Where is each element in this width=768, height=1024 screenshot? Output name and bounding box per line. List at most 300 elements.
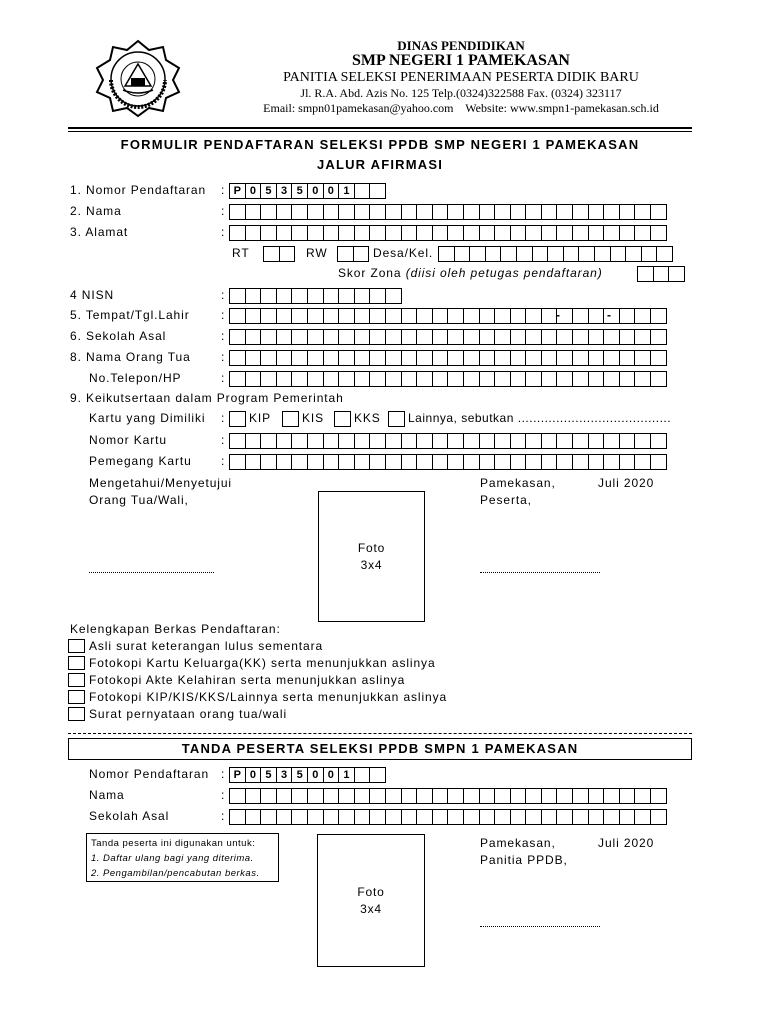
input-cell	[307, 225, 324, 241]
input-cell	[479, 788, 496, 804]
label-skor-zona	[338, 266, 603, 280]
colon: :	[221, 788, 226, 802]
reg-digit: 5	[291, 767, 308, 783]
input-cell	[385, 225, 402, 241]
input-cell	[634, 308, 651, 324]
sekolah-boxes[interactable]	[229, 329, 667, 345]
input-cell	[516, 246, 533, 262]
input-cell	[634, 225, 651, 241]
input-cell	[454, 246, 471, 262]
berkas-checkbox[interactable]	[68, 707, 85, 721]
berkas-checkbox[interactable]	[68, 673, 85, 687]
label-nama: 2. Nama	[70, 204, 122, 218]
input-cell	[572, 350, 589, 366]
ticket-sign-line2: Panitia PPDB,	[480, 853, 568, 867]
input-cell	[556, 454, 573, 470]
kks-checkbox[interactable]	[334, 411, 351, 427]
input-cell	[369, 288, 386, 304]
input-cell	[276, 809, 293, 825]
input-cell	[245, 308, 262, 324]
berkas-checkbox[interactable]	[68, 639, 85, 653]
input-cell	[260, 809, 277, 825]
input-cell	[245, 329, 262, 345]
input-cell	[634, 788, 651, 804]
input-cell	[354, 454, 371, 470]
input-cell	[260, 308, 277, 324]
input-cell	[245, 350, 262, 366]
input-cell	[556, 433, 573, 449]
input-cell	[525, 225, 542, 241]
pemegang-boxes[interactable]	[229, 454, 667, 470]
input-cell	[401, 329, 418, 345]
input-cell	[619, 788, 636, 804]
input-cell	[291, 308, 308, 324]
input-cell	[432, 329, 449, 345]
input-cell	[323, 204, 340, 220]
input-cell	[369, 433, 386, 449]
input-cell	[260, 371, 277, 387]
input-cell	[479, 225, 496, 241]
input-cell	[650, 371, 667, 387]
input-cell	[619, 809, 636, 825]
label-program: 9. Keikutsertaan dalam Program Pemerintah	[70, 391, 344, 405]
input-cell	[494, 809, 511, 825]
input-cell	[510, 371, 527, 387]
input-cell	[338, 308, 355, 324]
input-cell	[307, 788, 324, 804]
input-cell	[323, 288, 340, 304]
input-cell	[650, 225, 667, 241]
reg-digit: 0	[323, 183, 340, 199]
input-cell	[463, 433, 480, 449]
input-cell	[307, 371, 324, 387]
skor-zona-boxes[interactable]	[637, 266, 685, 282]
ticket-note-item: 1. Daftar ulang bagi yang diterima.	[91, 853, 254, 864]
input-cell	[385, 308, 402, 324]
input-cell	[337, 246, 354, 262]
input-cell	[369, 371, 386, 387]
colon: :	[221, 225, 226, 239]
input-cell	[229, 350, 246, 366]
berkas-item: Surat pernyataan orang tua/wali	[89, 707, 288, 721]
label-ortu: 8. Nama Orang Tua	[70, 350, 191, 364]
reg-digit: 0	[245, 767, 262, 783]
input-cell	[479, 809, 496, 825]
input-cell	[668, 266, 685, 282]
nisn-boxes[interactable]	[229, 288, 402, 304]
input-cell	[541, 329, 558, 345]
input-cell	[385, 809, 402, 825]
reg-digit: 0	[323, 767, 340, 783]
input-cell	[401, 433, 418, 449]
ticket-title: TANDA PESERTA SELEKSI PPDB SMPN 1 PAMEKASAN	[181, 741, 579, 756]
input-cell	[260, 454, 277, 470]
input-cell	[463, 350, 480, 366]
input-cell	[603, 454, 620, 470]
ticket-label-nama: Nama	[89, 788, 125, 802]
form-subtitle: JALUR AFIRMASI	[316, 157, 444, 172]
input-cell	[650, 433, 667, 449]
input-cell	[634, 350, 651, 366]
reg-digit: 5	[291, 183, 308, 199]
reg-digit: P	[229, 183, 246, 199]
input-cell	[525, 350, 542, 366]
input-cell	[416, 433, 433, 449]
input-cell	[354, 371, 371, 387]
input-cell	[385, 454, 402, 470]
alamat-boxes[interactable]	[229, 225, 667, 241]
input-cell	[260, 204, 277, 220]
input-cell	[385, 788, 402, 804]
input-cell	[588, 433, 605, 449]
reg-digit	[369, 767, 386, 783]
input-cell	[572, 225, 589, 241]
label-rt: RT	[232, 246, 250, 260]
input-cell	[541, 350, 558, 366]
ttl-boxes[interactable]	[229, 308, 667, 324]
input-cell	[260, 225, 277, 241]
input-cell	[416, 350, 433, 366]
input-cell	[447, 204, 464, 220]
input-cell	[525, 204, 542, 220]
berkas-checkbox[interactable]	[68, 656, 85, 670]
ticket-photo-box	[317, 834, 425, 967]
input-cell	[541, 204, 558, 220]
label-nomor-kartu: Nomor Kartu	[89, 433, 167, 447]
input-cell	[291, 433, 308, 449]
input-cell	[603, 788, 620, 804]
input-cell	[416, 809, 433, 825]
label-desa: Desa/Kel.	[373, 246, 434, 260]
input-cell	[291, 329, 308, 345]
input-cell	[291, 288, 308, 304]
input-cell	[229, 371, 246, 387]
input-cell	[385, 350, 402, 366]
input-cell	[578, 246, 595, 262]
input-cell	[385, 204, 402, 220]
input-cell	[353, 246, 370, 262]
input-cell	[634, 809, 651, 825]
input-cell	[463, 454, 480, 470]
signature-line-committee	[480, 926, 600, 927]
label-rw: RW	[306, 246, 328, 260]
input-cell	[447, 454, 464, 470]
input-cell	[338, 225, 355, 241]
input-cell	[650, 350, 667, 366]
reg-digit: 0	[245, 183, 262, 199]
input-cell	[525, 371, 542, 387]
header-dept: DINAS PENDIDIKAN	[397, 38, 525, 53]
input-cell	[463, 225, 480, 241]
ortu-boxes[interactable]	[229, 350, 667, 366]
telepon-boxes[interactable]	[229, 371, 667, 387]
input-cell	[556, 225, 573, 241]
input-cell	[416, 371, 433, 387]
input-cell	[276, 350, 293, 366]
input-cell	[619, 225, 636, 241]
input-cell	[572, 433, 589, 449]
ticket-registration-boxes[interactable]	[229, 767, 386, 783]
reg-digit: 0	[307, 767, 324, 783]
input-cell	[323, 454, 340, 470]
nomor-kartu-boxes[interactable]	[229, 433, 667, 449]
kis-label: KIS	[302, 411, 325, 425]
kip-checkbox[interactable]	[229, 411, 246, 427]
input-cell	[276, 308, 293, 324]
input-cell	[385, 433, 402, 449]
input-cell	[229, 809, 246, 825]
input-cell	[603, 371, 620, 387]
input-cell	[463, 809, 480, 825]
input-cell	[369, 350, 386, 366]
input-cell	[354, 433, 371, 449]
input-cell	[276, 433, 293, 449]
input-cell	[447, 225, 464, 241]
input-cell	[588, 350, 605, 366]
input-cell	[291, 350, 308, 366]
photo-label: Foto	[357, 884, 385, 899]
input-cell	[603, 225, 620, 241]
berkas-item: Fotokopi KIP/KIS/KKS/Lainnya serta menunjukkan aslinya	[89, 690, 448, 704]
input-cell	[619, 371, 636, 387]
input-cell	[432, 308, 449, 324]
ticket-sekolah-boxes[interactable]	[229, 809, 667, 825]
input-cell	[525, 454, 542, 470]
input-cell	[479, 329, 496, 345]
input-cell	[463, 308, 480, 324]
berkas-item: Asli surat keterangan lulus sementara	[89, 639, 324, 653]
reg-digit: 5	[260, 183, 277, 199]
input-cell	[229, 433, 246, 449]
input-cell	[619, 350, 636, 366]
input-cell	[291, 454, 308, 470]
input-cell	[323, 788, 340, 804]
input-cell	[572, 454, 589, 470]
input-cell	[588, 788, 605, 804]
input-cell	[291, 371, 308, 387]
input-cell	[650, 809, 667, 825]
input-cell	[656, 246, 673, 262]
desa-boxes[interactable]	[438, 246, 673, 262]
input-cell	[619, 308, 636, 324]
input-cell	[494, 225, 511, 241]
rt-boxes[interactable]	[263, 246, 295, 262]
input-cell	[603, 809, 620, 825]
header-committee: PANITIA SELEKSI PENERIMAAN PESERTA DIDIK BARU	[283, 70, 639, 85]
header-contact: Email: smpn01pamekasan@yahoo.com Website: www.smpn1-pamekasan.sch.id	[263, 101, 659, 115]
label-pemegang: Pemegang Kartu	[89, 454, 192, 468]
photo-size: 3x4	[360, 557, 383, 572]
input-cell	[229, 288, 246, 304]
input-cell	[494, 788, 511, 804]
input-cell	[610, 246, 627, 262]
ticket-title-box	[68, 738, 692, 760]
input-cell	[479, 204, 496, 220]
rw-boxes[interactable]	[337, 246, 369, 262]
input-cell	[463, 788, 480, 804]
ticket-note-title: Tanda peserta ini digunakan untuk:	[91, 838, 256, 849]
input-cell	[416, 225, 433, 241]
input-cell	[307, 433, 324, 449]
input-cell	[245, 454, 262, 470]
berkas-checkbox[interactable]	[68, 690, 85, 704]
input-cell	[572, 329, 589, 345]
input-cell	[650, 329, 667, 345]
input-cell	[276, 288, 293, 304]
label-telepon: No.Telepon/HP	[89, 371, 182, 385]
kis-checkbox[interactable]	[282, 411, 299, 427]
input-cell	[650, 308, 667, 324]
input-cell	[556, 350, 573, 366]
sign-left-line1: Mengetahui/Menyetujui	[89, 476, 232, 490]
ticket-note-box	[86, 833, 279, 882]
input-cell	[463, 329, 480, 345]
colon: :	[221, 183, 226, 197]
reg-digit: P	[229, 767, 246, 783]
input-cell	[556, 371, 573, 387]
input-cell	[634, 454, 651, 470]
input-cell	[541, 454, 558, 470]
input-cell	[401, 788, 418, 804]
input-cell	[432, 350, 449, 366]
input-cell	[494, 308, 511, 324]
label-alamat: 3. Alamat	[70, 225, 129, 239]
input-cell	[500, 246, 517, 262]
input-cell	[541, 788, 558, 804]
ticket-nama-boxes[interactable]	[229, 788, 667, 804]
input-cell	[494, 329, 511, 345]
input-cell	[525, 308, 542, 324]
registration-number-boxes[interactable]	[229, 183, 386, 199]
input-cell	[338, 371, 355, 387]
input-cell	[401, 371, 418, 387]
header-divider-thin	[68, 131, 692, 132]
input-cell	[634, 204, 651, 220]
input-cell	[556, 329, 573, 345]
input-cell	[572, 788, 589, 804]
colon: :	[221, 329, 226, 343]
input-cell	[588, 225, 605, 241]
input-cell	[385, 371, 402, 387]
input-cell	[245, 225, 262, 241]
input-cell	[447, 371, 464, 387]
input-cell	[479, 371, 496, 387]
input-cell	[245, 788, 262, 804]
input-cell	[291, 225, 308, 241]
input-cell	[369, 809, 386, 825]
input-cell	[438, 246, 455, 262]
input-cell	[494, 371, 511, 387]
header-address: Jl. R.A. Abd. Azis No. 125 Telp.(0324)322588 Fax. (0324) 323117	[300, 86, 622, 100]
input-cell	[276, 225, 293, 241]
input-cell	[229, 788, 246, 804]
nama-boxes[interactable]	[229, 204, 667, 220]
reg-digit: 3	[276, 183, 293, 199]
input-cell	[432, 371, 449, 387]
colon: :	[221, 433, 226, 447]
input-cell	[276, 371, 293, 387]
input-cell	[634, 329, 651, 345]
header-school: SMP NEGERI 1 PAMEKASAN	[352, 52, 570, 69]
colon: :	[221, 371, 226, 385]
kip-label: KIP	[249, 411, 272, 425]
input-cell	[447, 809, 464, 825]
input-cell	[323, 308, 340, 324]
input-cell	[510, 433, 527, 449]
input-cell	[307, 454, 324, 470]
input-cell	[229, 204, 246, 220]
input-cell	[634, 433, 651, 449]
input-cell	[556, 809, 573, 825]
input-cell	[401, 454, 418, 470]
input-cell	[307, 350, 324, 366]
input-cell	[276, 454, 293, 470]
input-cell	[307, 204, 324, 220]
input-cell	[416, 308, 433, 324]
input-cell	[401, 809, 418, 825]
input-cell	[260, 433, 277, 449]
input-cell	[653, 266, 670, 282]
input-cell	[291, 788, 308, 804]
lainnya-checkbox[interactable]	[388, 411, 405, 427]
kks-label: KKS	[354, 411, 381, 425]
input-cell	[354, 225, 371, 241]
reg-digit: 0	[307, 183, 324, 199]
colon: :	[221, 454, 226, 468]
input-cell	[323, 350, 340, 366]
input-cell	[463, 204, 480, 220]
input-cell	[279, 246, 296, 262]
input-cell	[603, 350, 620, 366]
input-cell	[260, 329, 277, 345]
input-cell	[338, 329, 355, 345]
input-cell	[572, 308, 589, 324]
input-cell	[510, 809, 527, 825]
input-cell	[338, 288, 355, 304]
input-cell	[588, 809, 605, 825]
sign-left-line2: Orang Tua/Wali,	[89, 493, 189, 507]
input-cell	[338, 809, 355, 825]
input-cell	[416, 454, 433, 470]
input-cell	[625, 246, 642, 262]
colon: :	[221, 411, 226, 425]
input-cell	[291, 204, 308, 220]
input-cell	[416, 204, 433, 220]
input-cell	[494, 204, 511, 220]
ticket-sign-line1: Pamekasan, Juli 2020	[480, 836, 655, 850]
input-cell	[588, 371, 605, 387]
input-cell	[494, 433, 511, 449]
input-cell	[485, 246, 502, 262]
input-cell	[619, 204, 636, 220]
photo-size: 3x4	[360, 901, 382, 916]
input-cell	[541, 371, 558, 387]
input-cell	[291, 809, 308, 825]
input-cell	[307, 288, 324, 304]
input-cell	[510, 788, 527, 804]
input-cell	[650, 788, 667, 804]
input-cell	[641, 246, 658, 262]
input-cell	[525, 329, 542, 345]
input-cell	[229, 225, 246, 241]
input-cell	[245, 371, 262, 387]
photo-label: Foto	[357, 540, 386, 555]
input-cell	[354, 788, 371, 804]
input-cell	[276, 788, 293, 804]
colon: :	[221, 767, 226, 781]
input-cell	[307, 308, 324, 324]
input-cell	[369, 225, 386, 241]
